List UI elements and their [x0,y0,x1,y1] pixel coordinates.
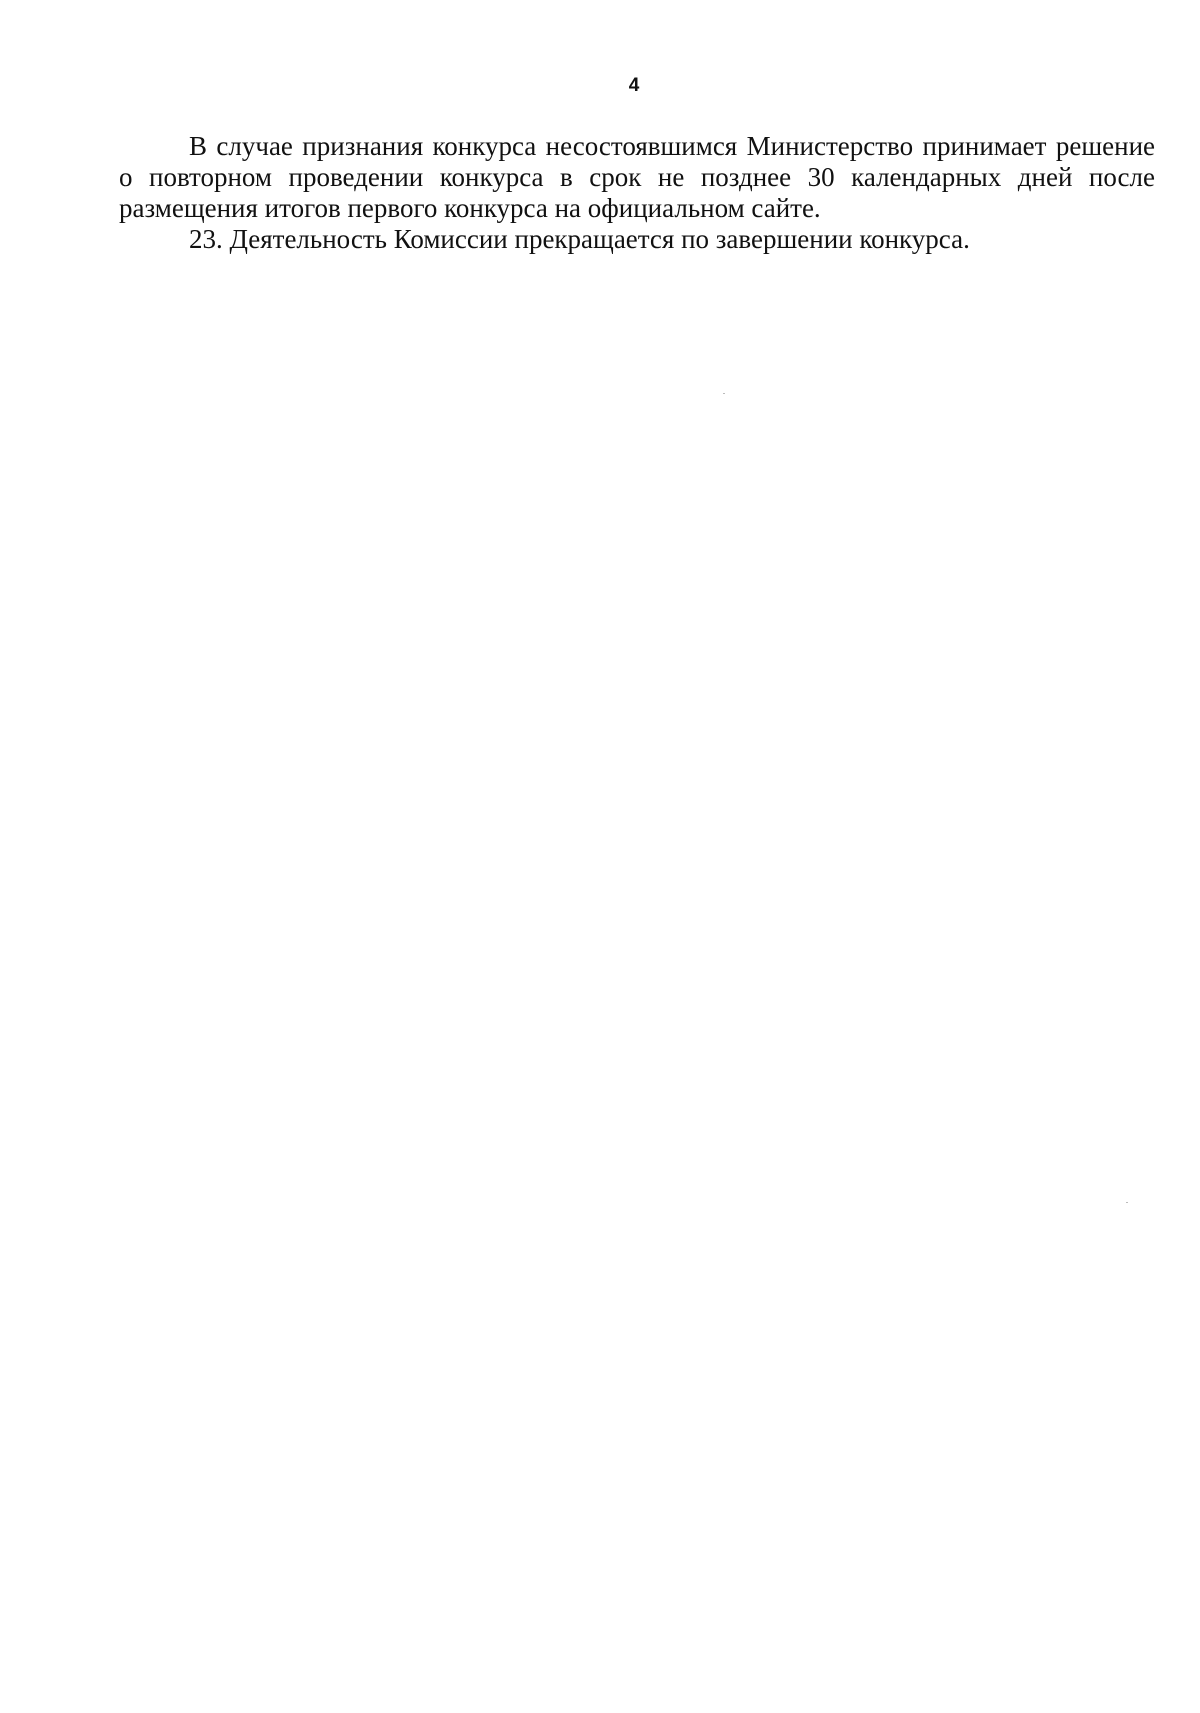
scan-speck [1126,1202,1128,1203]
paragraph-contest-failed: В случае признания конкурса несостоявшимся Министерство принимает решение о повторном проведении конкурса в срок не позднее 30 календарных дней после размещения итогов первого конкурса на официальном сайте. [119,131,1155,223]
scan-speck [723,393,725,394]
paragraph-23-commission-ends: 23. Деятельность Комиссии прекращается по завершении конкурса. [189,224,970,254]
page-number: 4 [628,75,640,96]
document-body [119,131,1155,255]
